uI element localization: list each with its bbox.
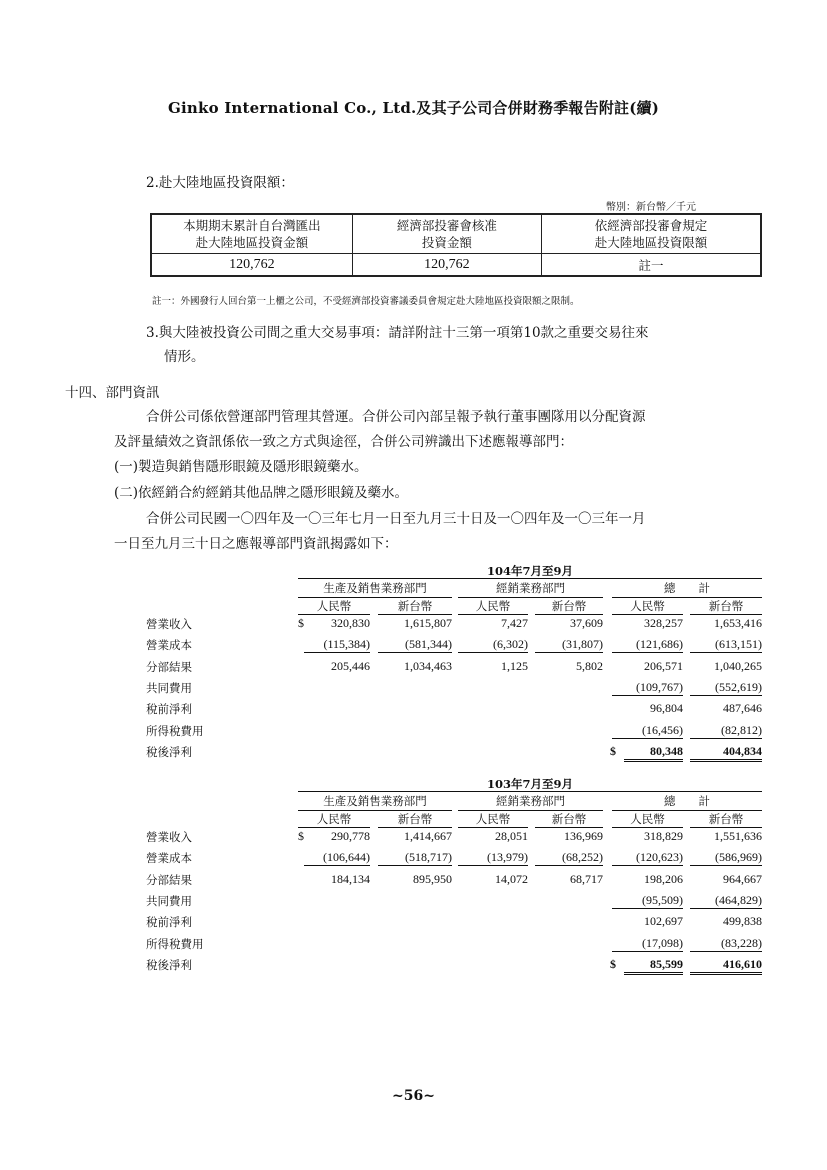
page-title: Ginko International Co., Ltd.及其子公司合併財務季報告附註(續): [167, 99, 660, 117]
period-header: 104年7月至9月: [486, 564, 573, 578]
value-cell: 1,551,636: [714, 829, 762, 843]
value-cell: (13,979): [458, 850, 528, 866]
row-label: 稅後淨利: [146, 957, 192, 972]
value-cell: (115,384): [304, 637, 370, 653]
value-cell: 28,051: [495, 829, 528, 843]
section14-item2: (二)依經銷合約經銷其他品牌之隱形眼鏡及藥水。: [114, 485, 409, 501]
value-cell: (109,767): [612, 680, 683, 696]
row-label: 稅後淨利: [146, 744, 192, 759]
segment-group-header: 經銷業務部門: [458, 580, 603, 598]
value-cell: (613,151): [690, 637, 762, 653]
inv-header-2-text: 經濟部投審會核准 投資金額: [396, 218, 497, 250]
inv-header-3-text: 依經濟部投審會規定 赴大陸地區投資限額: [594, 218, 708, 250]
currency-header: 人民幣: [458, 598, 528, 615]
currency-header: 人民幣: [298, 598, 370, 615]
currency-header: 人民幣: [612, 598, 683, 615]
value-cell: 68,717: [570, 871, 603, 886]
currency-header: 人民幣: [298, 811, 370, 828]
section14-p4: 一日至九月三十日之應報導部門資訊揭露如下：: [114, 536, 398, 552]
dollar-sign: $: [298, 829, 304, 843]
row-label: 所得稅費用: [146, 936, 204, 951]
segment-group-header: 總 計: [612, 580, 762, 598]
value-cell: (6,302): [458, 637, 528, 653]
footnote: 註一：外國發行人回台第一上櫃之公司，不受經濟部投資審議委員會規定赴大陸地區投資限額之限制。: [152, 296, 580, 307]
inv-header-1: [151, 214, 352, 254]
value-cell: 102,697: [644, 914, 683, 929]
value-cell: 14,072: [495, 871, 528, 886]
value-cell: (518,717): [378, 850, 452, 866]
row-label: 共同費用: [146, 893, 192, 908]
value-cell: (82,812): [690, 723, 762, 739]
value-cell: 1,125: [501, 658, 528, 673]
currency-unit: 幣別：新台幣／千元: [606, 202, 696, 213]
value-cell: 184,134: [331, 871, 370, 886]
value-cell: 404,834: [690, 744, 762, 762]
segment-group-header: 生產及銷售業務部門: [298, 580, 452, 598]
value-cell: (464,829): [690, 893, 762, 909]
value-cell: (581,344): [378, 637, 452, 653]
period-rule: [298, 791, 762, 792]
value-cell: 320,830: [331, 616, 370, 630]
row-label: 營業成本: [146, 851, 192, 866]
currency-header: 人民幣: [458, 811, 528, 828]
inv-value-3: 註一: [541, 254, 761, 277]
section14-item1: (一)製造與銷售隱形眼鏡及隱形眼鏡藥水。: [114, 459, 368, 475]
inv-value-2: 120,762: [352, 254, 541, 277]
value-cell: 487,646: [723, 701, 762, 716]
value-cell: 318,829: [644, 829, 683, 843]
value-cell: 964,667: [723, 871, 762, 886]
value-cell: 1,653,416: [714, 616, 762, 630]
value-cell: 198,206: [644, 871, 683, 886]
segment-group-header: 經銷業務部門: [458, 793, 603, 811]
row-label: 分部結果: [146, 872, 192, 887]
section2-heading: 2.赴大陸地區投資限額：: [146, 175, 294, 191]
currency-header: 新台幣: [690, 598, 762, 615]
section14-p1: 合併公司係依營運部門管理其營運。合併公司內部呈報予執行董事團隊用以分配資源: [146, 409, 646, 425]
row-label: 所得稅費用: [146, 723, 204, 738]
inv-header-1-text: 本期期末累計自台灣匯出 赴大陸地區投資金額: [183, 218, 321, 250]
value-cell: (552,619): [690, 680, 762, 696]
section3-line2: 情形。: [164, 349, 205, 365]
value-cell: (16,456): [612, 723, 683, 739]
value-cell: (95,509): [612, 893, 683, 909]
value-cell: 205,446: [331, 658, 370, 673]
value-cell: 96,804: [650, 701, 683, 716]
currency-header: 人民幣: [612, 811, 683, 828]
row-label: 稅前淨利: [146, 915, 192, 930]
section14-p2: 及評量績效之資訊係依一致之方式與途徑，合併公司辨識出下述應報導部門：: [114, 434, 573, 450]
section14-p3: 合併公司民國一〇四年及一〇三年七月一日至九月三十日及一〇四年及一〇三年一月: [146, 511, 646, 527]
currency-header: 新台幣: [535, 811, 603, 828]
value-cell: (17,098): [612, 936, 683, 952]
row-label: 營業收入: [146, 830, 192, 844]
value-cell: 416,610: [690, 957, 762, 975]
value-cell: 1,414,667: [404, 829, 452, 843]
dollar-sign: $: [610, 743, 616, 758]
period-header: 103年7月至9月: [486, 777, 573, 791]
value-cell: 499,838: [723, 914, 762, 929]
inv-value-1: 120,762: [151, 254, 352, 277]
period-rule: [298, 578, 762, 579]
dollar-sign: $: [610, 956, 616, 971]
row-label: 分部結果: [146, 659, 192, 674]
dollar-sign: $: [298, 616, 304, 630]
row-label: 營業成本: [146, 638, 192, 653]
value-cell: 5,802: [576, 658, 603, 673]
value-cell: 1,040,265: [714, 658, 762, 673]
currency-header: 新台幣: [690, 811, 762, 828]
currency-header: 新台幣: [535, 598, 603, 615]
segment-group-header: 生產及銷售業務部門: [298, 793, 452, 811]
row-label: 共同費用: [146, 680, 192, 695]
currency-header: 新台幣: [378, 811, 452, 828]
page-number: ~56~: [392, 1088, 435, 1104]
value-cell: 37,609: [570, 616, 603, 630]
value-cell: (31,807): [535, 637, 603, 653]
value-cell: 1,615,807: [404, 616, 452, 630]
value-cell: (120,623): [612, 850, 683, 866]
row-label: 營業收入: [146, 617, 192, 631]
value-cell: 7,427: [501, 616, 528, 630]
value-cell: 1,034,463: [404, 658, 452, 673]
value-cell: 136,969: [564, 829, 603, 843]
value-cell: (586,969): [690, 850, 762, 866]
value-cell: 80,348: [624, 744, 683, 762]
section3-line1: 3.與大陸被投資公司間之重大交易事項：請詳附註十三第一項第10款之重要交易往來: [146, 325, 649, 341]
value-cell: 290,778: [331, 829, 370, 843]
value-cell: (68,252): [535, 850, 603, 866]
row-label: 稅前淨利: [146, 702, 192, 717]
section14-heading: 十四、部門資訊: [65, 385, 160, 401]
value-cell: (121,686): [612, 637, 683, 653]
value-cell: 895,950: [413, 871, 452, 886]
segment-group-header: 總 計: [612, 793, 762, 811]
value-cell: (106,644): [304, 850, 370, 866]
inv-header-2: [352, 214, 541, 254]
value-cell: 85,599: [624, 957, 683, 975]
investment-limit-table: [150, 213, 762, 277]
value-cell: (83,228): [690, 936, 762, 952]
inv-header-3: [541, 214, 761, 254]
currency-header: 新台幣: [378, 598, 452, 615]
value-cell: 328,257: [644, 616, 683, 630]
value-cell: 206,571: [644, 658, 683, 673]
